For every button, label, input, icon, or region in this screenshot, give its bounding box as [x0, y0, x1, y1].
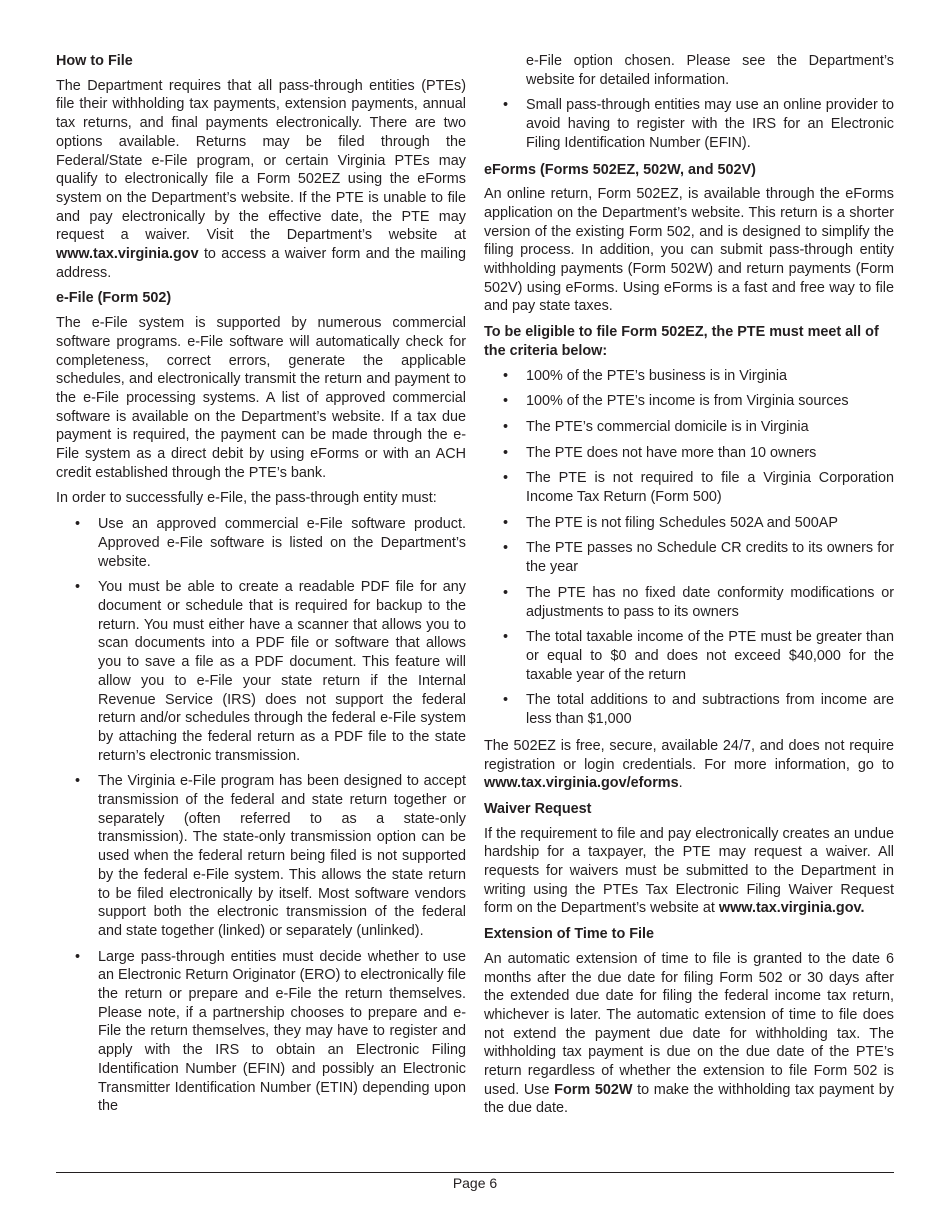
list-item — [484, 367, 894, 386]
list-item-text: The total additions to and subtractions from income are less than $1,000 — [526, 692, 894, 728]
tax-website-link[interactable]: www.tax.virginia.gov — [56, 246, 199, 263]
bullet-icon: • — [503, 540, 509, 557]
extension-paragraph — [484, 950, 894, 1118]
extension-text-2: to make the withholding tax payment by the due date. — [484, 1081, 895, 1117]
left-column — [56, 52, 466, 1124]
list-item — [484, 96, 894, 152]
list-item-text: The PTE has no fixed date conformity modifications or adjustments to pass to its owners — [526, 584, 894, 620]
bullet-icon: • — [503, 367, 509, 384]
efile-paragraph: The e-File system is supported by numerous commercial software programs. e-File software will automatically check for completeness, correct errors, generate the applicable schedules, and electronically transmit the return and payment to the e-File processing systems. A list of approved commercial software is available on the Department’s website. If a tax due payment is required, the payment can be made through the e-File system as a direct debit by using eForms or with an ACH credit established through the PTE’s bank. — [56, 315, 466, 481]
list-item-text: The PTE is not required to file a Virginia Corporation Income Tax Return (Form 500) — [526, 470, 894, 506]
list-item — [484, 628, 894, 684]
free-paragraph — [484, 737, 894, 793]
list-item — [484, 392, 894, 411]
eligibility-criteria-list — [484, 367, 894, 729]
bullet-icon: • — [503, 692, 509, 709]
extension-heading: Extension of Time to File — [484, 926, 655, 943]
list-item-text: 100% of the PTE’s business is in Virginia — [526, 367, 788, 384]
how-to-file-paragraph — [56, 77, 466, 283]
list-item — [484, 584, 894, 621]
free-text-1: The 502EZ is free, secure, available 24/7, and does not require registration or login credentials. For more information, go to — [484, 737, 894, 773]
list-item-text: Large pass-through entities must decide whether to use an Electronic Return Originator (ERO) to electronically file the return or prepare and e-File the return themselves. Please note, if a partnership chooses to prepare and e-File the return themselves, they may have to register and apply with the IRS to obtain an Electronic Filing Identification Number (EFIN) and possibly an Electronic Transmitter Identification Number (ETIN) depending upon the — [98, 948, 466, 1115]
order-paragraph: In order to successfully e-File, the pass-through entity must: — [56, 490, 437, 507]
waiver-paragraph — [484, 825, 894, 919]
list-item-text: 100% of the PTE’s income is from Virginia sources — [526, 393, 849, 410]
form-502w-label: Form 502W — [554, 1081, 633, 1098]
bullet-continuation: e-File option chosen. Please see the Department’s website for detailed information. — [526, 53, 894, 88]
footer-divider — [56, 1172, 894, 1173]
list-item-text: The PTE is not filing Schedules 502A and 500AP — [526, 514, 838, 531]
extension-text-1: An automatic extension of time to file is granted to the date 6 months after the due date for filing Form 502 or 30 days after the extended due date for filing the federal income tax return, whichever is later. The automatic extension of time to file does not extend the payment due date for withholding tax. The withholding tax payment is due on the due date of the PTE’s return regardless of whether the extension to file Form 502 is used. Use — [484, 950, 894, 1098]
list-item-text: Use an approved commercial e-File software product. Approved e-File software is listed on the Department’s website. — [98, 516, 466, 570]
how-to-file-heading: How to File — [56, 53, 133, 69]
list-item-text: The PTE’s commercial domicile is in Virginia — [526, 418, 809, 435]
bullet-icon: • — [75, 579, 81, 596]
list-item-text: The Virginia e-File program has been designed to accept transmission of the federal and state return together or separately (often referred to as a state-only transmission). The state-only transmission option can be used when the federal return being filed is not supported by the federal e-File system. This allows the state return to be filed electronically by itself. Most software vendors support both the electronic transmission of the federal and state together (linked) or separately (unlinked). — [98, 773, 466, 939]
bullet-icon: • — [503, 584, 509, 601]
right-column — [484, 52, 894, 1125]
bullet-icon: • — [503, 444, 509, 461]
bullet-icon: • — [75, 773, 81, 790]
list-item — [56, 772, 466, 940]
efile-requirements-list — [56, 515, 466, 1116]
free-text-2: . — [678, 775, 683, 792]
waiver-heading: Waiver Request — [484, 800, 592, 817]
list-item — [56, 578, 466, 765]
eligibility-heading: To be eligible to file Form 502EZ, the PTE must meet all of the criteria below: — [484, 324, 879, 359]
list-item — [484, 514, 894, 533]
bullet-icon: • — [503, 97, 509, 114]
list-item-text: Small pass-through entities may use an online provider to avoid having to register with the IRS for an Electronic Filing Identification Number (EFIN). — [526, 97, 894, 151]
how-to-file-text-2: to access a waiver form and the mailing address. — [56, 246, 466, 281]
eforms-link[interactable]: www.tax.virginia.gov/eforms — [484, 775, 679, 792]
bullet-icon: • — [503, 514, 509, 531]
list-item-text: The PTE passes no Schedule CR credits to its owners for the year — [526, 540, 894, 576]
list-item-text: The total taxable income of the PTE must be greater than or equal to $0 and does not exceed $40,000 for the taxable year of the return — [526, 629, 894, 683]
bullet-icon: • — [503, 629, 509, 646]
list-item — [56, 948, 466, 1116]
bullet-icon: • — [503, 418, 509, 435]
list-item — [484, 539, 894, 576]
list-item — [484, 469, 894, 506]
efile-heading: e-File (Form 502) — [56, 290, 172, 307]
list-item-text: You must be able to create a readable PDF file for any document or schedule that is required for backup to the return. You must either have a scanner that allows you to scan documents into a PDF file or software that allows you to save a file as a PDF document. This feature will allow you to e-File your state return if the Internal Revenue Service (IRS) does not support the federal return and/or schedules through the federal e-File system by attaching the federal return as a PDF file to the state return’s electronic transmission. — [98, 579, 466, 764]
list-item — [484, 444, 894, 463]
how-to-file-text-1: The Department requires that all pass-through entities (PTEs) file their withholding tax payments, extension payments, annual tax returns, and final payments electronically. There are two options available. Returns may be filed through the Federal/State e-File program, or certain Virginia PTEs may qualify to electronically file a Form 502EZ using the eForms system on the Department’s website. If the PTE is unable to file and pay electronically by the effective date, the PTE may request a waiver. Visit the Department’s website at — [56, 77, 466, 244]
page-number: Page 6 — [452, 1175, 498, 1191]
bullet-icon: • — [503, 470, 509, 487]
waiver-text: If the requirement to file and pay electronically creates an undue hardship for a taxpayer, the PTE may request a waiver. All requests for waivers must be submitted to the Department in writing using the PTEs Tax Electronic Filing Waiver Request form on the Department’s website at — [484, 825, 894, 917]
list-item — [56, 515, 466, 571]
bullet-icon: • — [503, 393, 509, 410]
list-item — [484, 418, 894, 437]
waiver-link[interactable]: www.tax.virginia.gov. — [718, 900, 865, 917]
small-pte-list — [484, 96, 894, 152]
eforms-paragraph: An online return, Form 502EZ, is available through the eForms application on the Department’s website. This return is a shorter version of the existing Form 502, and is designed to simplify the filing process. In addition, you can submit pass-through entity withholding payments (Form 502W) and return payments (Form 502V) using eForms. Using eForms is a fast and free way to file and pay state taxes. — [484, 186, 894, 315]
eforms-heading: eForms (Forms 502EZ, 502W, and 502V) — [484, 161, 756, 178]
bullet-icon: • — [75, 516, 81, 533]
bullet-icon: • — [75, 948, 81, 965]
list-item-text: The PTE does not have more than 10 owners — [526, 444, 817, 461]
list-item — [484, 691, 894, 728]
